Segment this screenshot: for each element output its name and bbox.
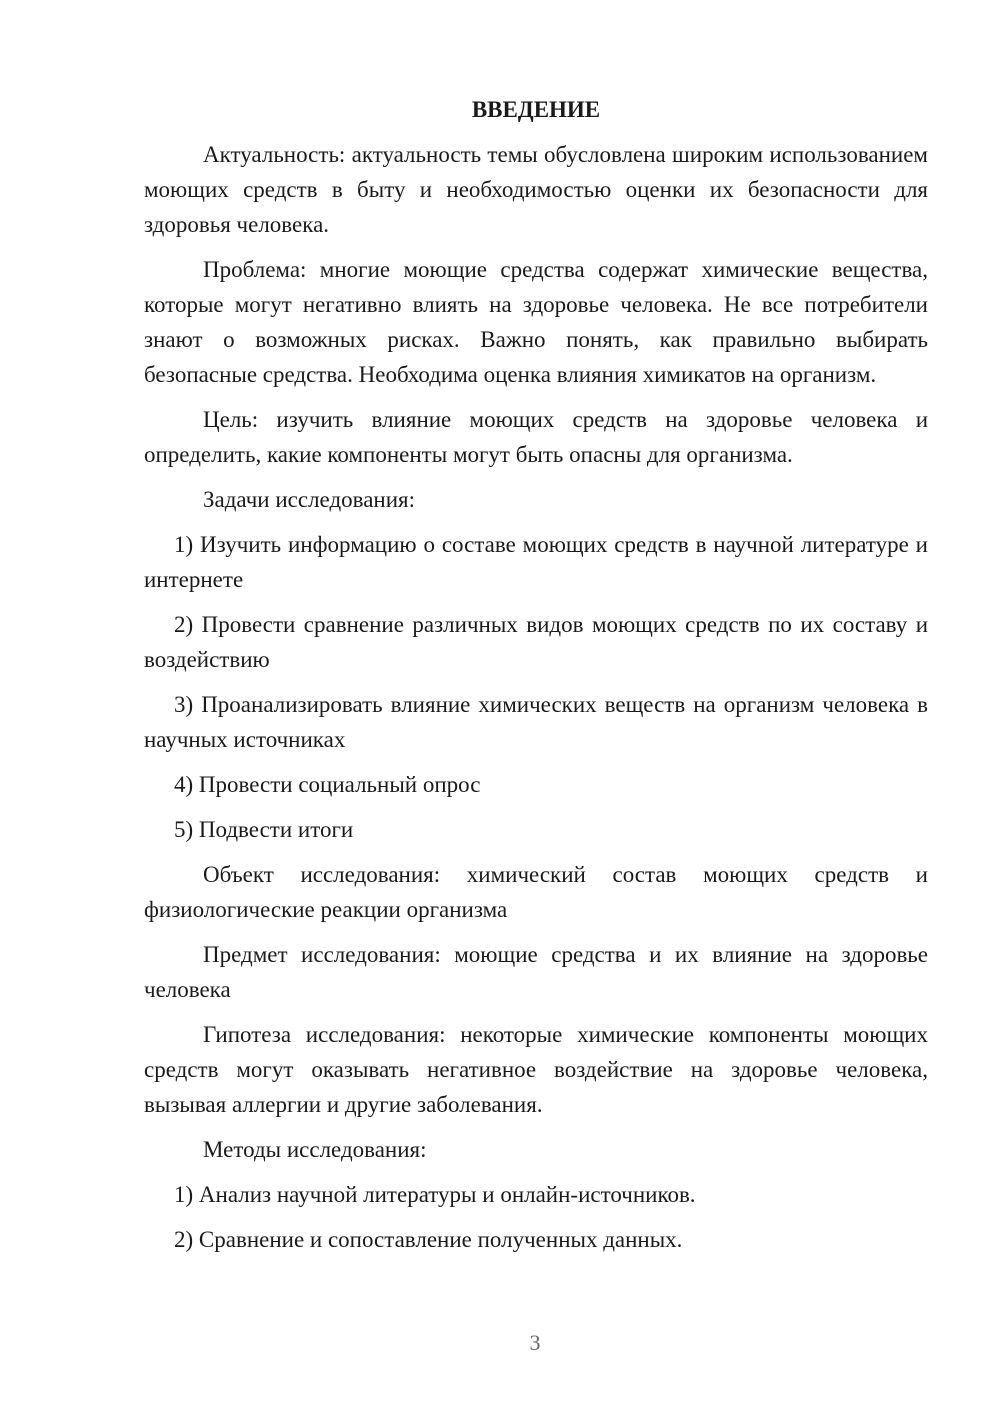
task-item-1: 1) Изучить информацию о составе моющих средств в научной литературе и интернете	[144, 532, 928, 592]
subject-paragraph: Предмет исследования: моющие средства и их влияние на здоровье человека	[144, 942, 928, 1002]
relevance-paragraph: Актуальность: актуальность темы обусловлена широким использованием моющих средств в быту и необходимостью оценки их безопасности для здоровья человека.	[144, 142, 928, 237]
method-item-1: 1) Анализ научной литературы и онлайн-источников.	[174, 1182, 696, 1207]
methods-heading: Методы исследования:	[203, 1137, 427, 1162]
problem-paragraph: Проблема: многие моющие средства содержат химические вещества, которые могут негативно влиять на здоровье человека. Не все потребители знают о возможных рисках. Важно понять, как правильно выбирать безопасные средства. Необходима оценка влияния химикатов на организм.	[144, 257, 928, 387]
task-item-3: 3) Проанализировать влияние химических веществ на организм человека в научных источниках	[144, 692, 928, 752]
tasks-heading: Задачи исследования:	[203, 487, 416, 512]
page-content	[144, 92, 928, 1267]
goal-paragraph: Цель: изучить влияние моющих средств на здоровье человека и определить, какие компоненты могут быть опасны для организма.	[144, 407, 928, 467]
task-item-4: 4) Провести социальный опрос	[174, 772, 481, 797]
hypothesis-paragraph: Гипотеза исследования: некоторые химические компоненты моющих средств могут оказывать негативное воздействие на здоровье человека, вызывая аллергии и другие заболевания.	[144, 1022, 928, 1117]
page-number: 3	[529, 1330, 541, 1355]
object-paragraph: Объект исследования: химический состав моющих средств и физиологические реакции организма	[144, 862, 928, 922]
task-item-5: 5) Подвести итоги	[174, 817, 354, 842]
method-item-2: 2) Сравнение и сопоставление полученных данных.	[174, 1227, 683, 1252]
page-title: ВВЕДЕНИЕ	[471, 97, 601, 122]
task-item-2: 2) Провести сравнение различных видов моющих средств по их составу и воздействию	[144, 612, 928, 672]
